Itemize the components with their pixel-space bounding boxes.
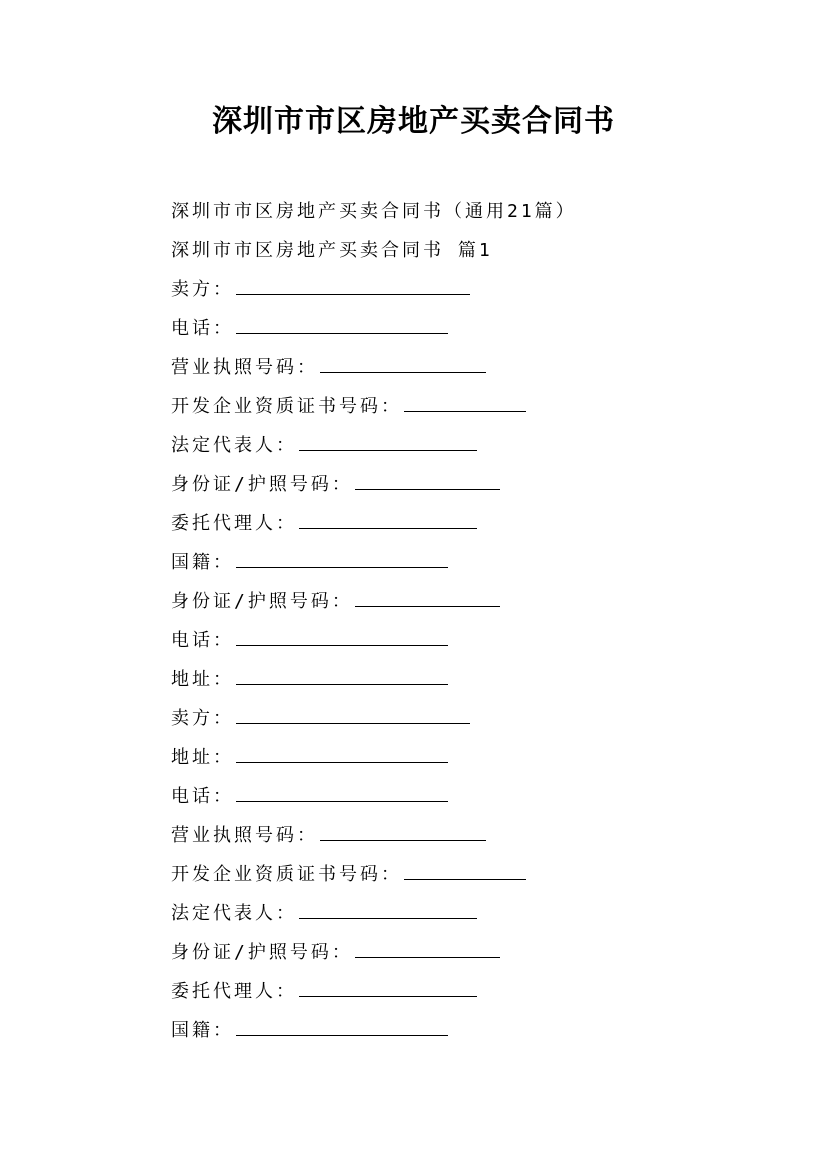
field-row-legal-rep: [171, 894, 771, 933]
field-label: 电话：: [171, 318, 234, 339]
field-label: 身份证/护照号码：: [171, 942, 353, 963]
field-row-id-passport: [171, 933, 771, 972]
fill-in-blank: [404, 387, 526, 412]
field-label: 法定代表人：: [171, 903, 297, 924]
field-label: 身份证/护照号码：: [171, 591, 353, 612]
field-row-phone: [171, 777, 771, 816]
field-row-id-passport: [171, 582, 771, 621]
field-label: 卖方：: [171, 708, 234, 729]
fill-in-blank: [299, 426, 477, 451]
field-label: 开发企业资质证书号码：: [171, 396, 402, 417]
field-label: 委托代理人：: [171, 513, 297, 534]
fill-in-blank: [236, 738, 448, 763]
field-row-agent: [171, 504, 771, 543]
field-row-address: [171, 660, 771, 699]
field-row-seller: [171, 699, 771, 738]
field-row-phone: [171, 621, 771, 660]
field-label: 开发企业资质证书号码：: [171, 864, 402, 885]
fill-in-blank: [236, 621, 448, 646]
field-label: 营业执照号码：: [171, 357, 318, 378]
document-title: 深圳市市区房地产买卖合同书: [212, 104, 615, 139]
fill-in-blank: [299, 894, 477, 919]
field-row-business-license: [171, 816, 771, 855]
fill-in-blank: [236, 543, 448, 568]
field-row-nationality: [171, 1011, 771, 1050]
field-label: 法定代表人：: [171, 435, 297, 456]
field-label: 地址：: [171, 669, 234, 690]
field-label: 委托代理人：: [171, 981, 297, 1002]
field-row-phone: [171, 309, 771, 348]
fill-in-blank: [236, 270, 470, 295]
fill-in-blank: [236, 699, 470, 724]
fill-in-blank: [355, 465, 500, 490]
document-body: [171, 192, 771, 1050]
field-row-address: [171, 738, 771, 777]
document-subtitle: 深圳市市区房地产买卖合同书（通用21篇）: [171, 201, 577, 222]
fill-in-blank: [355, 582, 500, 607]
section-heading: 深圳市市区房地产买卖合同书 篇1: [171, 240, 493, 261]
fill-in-blank: [236, 1011, 448, 1036]
field-row-business-license: [171, 348, 771, 387]
field-row-nationality: [171, 543, 771, 582]
fill-in-blank: [320, 348, 486, 373]
fill-in-blank: [320, 816, 486, 841]
field-row-qualification-cert: [171, 855, 771, 894]
field-row-legal-rep: [171, 426, 771, 465]
field-label: 地址：: [171, 747, 234, 768]
fill-in-blank: [355, 933, 500, 958]
fill-in-blank: [236, 660, 448, 685]
field-row-agent: [171, 972, 771, 1011]
field-row-seller: [171, 270, 771, 309]
field-label: 身份证/护照号码：: [171, 474, 353, 495]
fill-in-blank: [236, 777, 448, 802]
field-label: 电话：: [171, 786, 234, 807]
field-label: 电话：: [171, 630, 234, 651]
field-row-qualification-cert: [171, 387, 771, 426]
fill-in-blank: [236, 309, 448, 334]
field-row-id-passport: [171, 465, 771, 504]
field-label: 卖方：: [171, 279, 234, 300]
fill-in-blank: [299, 972, 477, 997]
field-label: 营业执照号码：: [171, 825, 318, 846]
fill-in-blank: [404, 855, 526, 880]
field-label: 国籍：: [171, 552, 234, 573]
fill-in-blank: [299, 504, 477, 529]
field-label: 国籍：: [171, 1020, 234, 1041]
